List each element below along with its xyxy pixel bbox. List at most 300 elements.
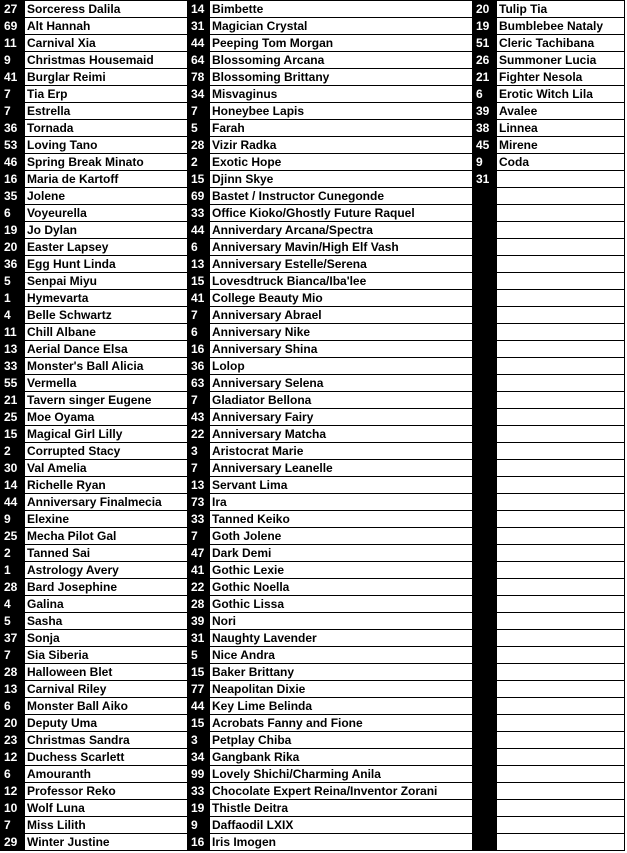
table-row <box>1 120 625 137</box>
name-cell <box>497 834 625 851</box>
count-cell: 15 <box>188 715 210 732</box>
name-cell: Belle Schwartz <box>25 307 188 324</box>
table-row <box>1 239 625 256</box>
name-cell: Tornada <box>25 120 188 137</box>
name-cell: Gladiator Bellona <box>210 392 473 409</box>
count-cell: 19 <box>1 222 25 239</box>
count-cell: 2 <box>1 443 25 460</box>
count-cell: 21 <box>1 392 25 409</box>
name-cell: Dark Demi <box>210 545 473 562</box>
table-row <box>1 256 625 273</box>
count-cell: 16 <box>188 834 210 851</box>
name-cell <box>497 545 625 562</box>
name-cell: Easter Lapsey <box>25 239 188 256</box>
count-cell: 6 <box>1 205 25 222</box>
count-cell: 15 <box>188 273 210 290</box>
name-cell <box>497 749 625 766</box>
count-cell: 41 <box>1 69 25 86</box>
count-cell: 7 <box>1 103 25 120</box>
count-cell <box>473 528 497 545</box>
count-cell <box>473 188 497 205</box>
name-cell: Office Kioko/Ghostly Future Raquel <box>210 205 473 222</box>
name-cell: Cleric Tachibana <box>497 35 625 52</box>
name-cell: Lolop <box>210 358 473 375</box>
count-cell <box>473 545 497 562</box>
count-cell <box>473 273 497 290</box>
name-cell <box>497 715 625 732</box>
name-cell: Vizir Radka <box>210 137 473 154</box>
name-cell: Anniversary Shina <box>210 341 473 358</box>
name-cell: Monster Ball Aiko <box>25 698 188 715</box>
name-cell: Vermella <box>25 375 188 392</box>
count-cell: 34 <box>188 749 210 766</box>
name-cell: Wolf Luna <box>25 800 188 817</box>
name-cell: Egg Hunt Linda <box>25 256 188 273</box>
table-row <box>1 324 625 341</box>
count-cell: 25 <box>1 528 25 545</box>
count-cell: 13 <box>1 681 25 698</box>
name-cell <box>497 256 625 273</box>
table-row <box>1 647 625 664</box>
name-cell: Anniversary Matcha <box>210 426 473 443</box>
count-cell: 5 <box>188 120 210 137</box>
count-cell: 19 <box>473 18 497 35</box>
name-cell: Carnival Riley <box>25 681 188 698</box>
count-cell: 33 <box>1 358 25 375</box>
name-cell: Christmas Housemaid <box>25 52 188 69</box>
count-cell <box>473 630 497 647</box>
count-cell <box>473 375 497 392</box>
name-cell: Anniversary Leanelle <box>210 460 473 477</box>
name-cell <box>497 800 625 817</box>
count-cell: 2 <box>1 545 25 562</box>
count-cell: 69 <box>1 18 25 35</box>
count-cell: 23 <box>1 732 25 749</box>
count-cell: 51 <box>473 35 497 52</box>
name-cell: Senpai Miyu <box>25 273 188 290</box>
name-cell: Baker Brittany <box>210 664 473 681</box>
name-cell: Sonja <box>25 630 188 647</box>
name-cell <box>497 596 625 613</box>
name-cell: Servant Lima <box>210 477 473 494</box>
table-row <box>1 409 625 426</box>
name-cell: Miss Lilith <box>25 817 188 834</box>
table-row <box>1 630 625 647</box>
table-row <box>1 766 625 783</box>
name-cell: Bumblebee Nataly <box>497 18 625 35</box>
count-cell: 7 <box>188 307 210 324</box>
count-cell: 20 <box>1 715 25 732</box>
count-cell <box>473 834 497 851</box>
table-row <box>1 664 625 681</box>
count-cell: 44 <box>188 35 210 52</box>
name-cell: Coda <box>497 154 625 171</box>
count-cell: 14 <box>188 1 210 18</box>
count-cell: 36 <box>188 358 210 375</box>
name-cell: Gothic Lexie <box>210 562 473 579</box>
count-cell <box>473 715 497 732</box>
count-cell: 3 <box>188 732 210 749</box>
name-cell: Magician Crystal <box>210 18 473 35</box>
table-row <box>1 341 625 358</box>
name-cell <box>497 562 625 579</box>
table-row <box>1 834 625 851</box>
name-cell <box>497 307 625 324</box>
count-cell: 12 <box>1 783 25 800</box>
name-cell: Bastet / Instructor Cunegonde <box>210 188 473 205</box>
table-row <box>1 732 625 749</box>
count-cell <box>473 579 497 596</box>
count-cell: 55 <box>1 375 25 392</box>
name-cell: Peeping Tom Morgan <box>210 35 473 52</box>
name-cell: Moe Oyama <box>25 409 188 426</box>
name-cell <box>497 171 625 188</box>
count-cell: 4 <box>1 596 25 613</box>
count-cell: 5 <box>1 273 25 290</box>
count-cell: 30 <box>1 460 25 477</box>
name-cell: Ira <box>210 494 473 511</box>
name-cell: Chocolate Expert Reina/Inventor Zorani <box>210 783 473 800</box>
name-cell: Tanned Sai <box>25 545 188 562</box>
name-cell: Winter Justine <box>25 834 188 851</box>
count-cell: 25 <box>1 409 25 426</box>
table-row <box>1 52 625 69</box>
count-cell <box>473 222 497 239</box>
count-cell: 12 <box>1 749 25 766</box>
count-cell: 22 <box>188 579 210 596</box>
name-cell <box>497 460 625 477</box>
count-cell <box>473 664 497 681</box>
table-row <box>1 154 625 171</box>
table-row <box>1 545 625 562</box>
count-cell: 99 <box>188 766 210 783</box>
table-row <box>1 596 625 613</box>
name-cell: Anniversary Nike <box>210 324 473 341</box>
count-cell: 2 <box>188 154 210 171</box>
count-cell: 7 <box>1 86 25 103</box>
name-cell: Lovesdtruck Bianca/Iba'lee <box>210 273 473 290</box>
name-cell: Astrology Avery <box>25 562 188 579</box>
name-cell: Anniversary Mavin/High Elf Vash <box>210 239 473 256</box>
table-row <box>1 1 625 18</box>
name-cell <box>497 239 625 256</box>
count-cell: 9 <box>473 154 497 171</box>
count-cell: 39 <box>473 103 497 120</box>
count-cell: 6 <box>188 324 210 341</box>
table-row <box>1 817 625 834</box>
count-cell: 33 <box>188 511 210 528</box>
name-cell: Blossoming Brittany <box>210 69 473 86</box>
name-cell: Iris Imogen <box>210 834 473 851</box>
count-cell: 27 <box>1 1 25 18</box>
count-cell: 13 <box>188 477 210 494</box>
table-row <box>1 375 625 392</box>
name-cell: Galina <box>25 596 188 613</box>
count-cell: 19 <box>188 800 210 817</box>
table-row <box>1 35 625 52</box>
name-cell: Gothic Lissa <box>210 596 473 613</box>
name-cell <box>497 664 625 681</box>
table-row <box>1 307 625 324</box>
count-cell: 53 <box>1 137 25 154</box>
name-cell <box>497 579 625 596</box>
name-cell: Maria de Kartoff <box>25 171 188 188</box>
name-cell: Anniversary Estelle/Serena <box>210 256 473 273</box>
count-cell: 38 <box>473 120 497 137</box>
count-cell <box>473 511 497 528</box>
name-cell <box>497 426 625 443</box>
count-cell <box>473 460 497 477</box>
count-cell: 33 <box>188 783 210 800</box>
name-cell: Fighter Nesola <box>497 69 625 86</box>
name-cell: Amouranth <box>25 766 188 783</box>
name-cell: Tanned Keiko <box>210 511 473 528</box>
name-cell <box>497 477 625 494</box>
count-cell <box>473 256 497 273</box>
count-cell <box>473 477 497 494</box>
table-row <box>1 137 625 154</box>
count-cell: 20 <box>473 1 497 18</box>
count-cell: 37 <box>1 630 25 647</box>
name-cell <box>497 630 625 647</box>
table-row <box>1 800 625 817</box>
name-cell: Anniversary Abrael <box>210 307 473 324</box>
count-cell: 39 <box>188 613 210 630</box>
name-cell <box>497 647 625 664</box>
name-cell: Goth Jolene <box>210 528 473 545</box>
count-cell: 34 <box>188 86 210 103</box>
table-row <box>1 715 625 732</box>
count-cell: 22 <box>188 426 210 443</box>
count-cell: 43 <box>188 409 210 426</box>
name-cell: Sia Siberia <box>25 647 188 664</box>
count-cell <box>473 766 497 783</box>
count-cell: 9 <box>188 817 210 834</box>
count-cell <box>473 341 497 358</box>
name-cell: Linnea <box>497 120 625 137</box>
count-cell: 3 <box>188 443 210 460</box>
table-row <box>1 290 625 307</box>
name-cell: Spring Break Minato <box>25 154 188 171</box>
name-cell: Carnival Xia <box>25 35 188 52</box>
count-cell: 1 <box>1 562 25 579</box>
name-cell: Nice Andra <box>210 647 473 664</box>
count-cell <box>473 239 497 256</box>
name-cell <box>497 698 625 715</box>
name-cell: Elexine <box>25 511 188 528</box>
count-cell <box>473 749 497 766</box>
name-cell: Sorceress Dalila <box>25 1 188 18</box>
table-row <box>1 749 625 766</box>
count-cell: 29 <box>1 834 25 851</box>
name-cell: Halloween Blet <box>25 664 188 681</box>
count-cell: 45 <box>473 137 497 154</box>
count-cell <box>473 409 497 426</box>
name-cell: Jo Dylan <box>25 222 188 239</box>
name-cell: Corrupted Stacy <box>25 443 188 460</box>
count-cell: 6 <box>1 766 25 783</box>
name-cell: Aristocrat Marie <box>210 443 473 460</box>
table-row <box>1 273 625 290</box>
table-row <box>1 222 625 239</box>
count-cell: 7 <box>188 103 210 120</box>
name-cell <box>497 273 625 290</box>
name-cell: Honeybee Lapis <box>210 103 473 120</box>
name-cell: Anniversary Selena <box>210 375 473 392</box>
name-cell: Jolene <box>25 188 188 205</box>
count-cell <box>473 596 497 613</box>
name-cell: College Beauty Mio <box>210 290 473 307</box>
name-cell: Neapolitan Dixie <box>210 681 473 698</box>
name-cell: Misvaginus <box>210 86 473 103</box>
count-cell: 31 <box>473 171 497 188</box>
name-cell <box>497 222 625 239</box>
count-cell: 15 <box>188 171 210 188</box>
name-cell <box>497 681 625 698</box>
table-row <box>1 205 625 222</box>
table-row <box>1 103 625 120</box>
name-cell: Thistle Deitra <box>210 800 473 817</box>
count-cell: 16 <box>188 341 210 358</box>
table-row <box>1 579 625 596</box>
count-cell <box>473 817 497 834</box>
table-row <box>1 171 625 188</box>
name-cell <box>497 290 625 307</box>
name-cell <box>497 375 625 392</box>
name-cell <box>497 392 625 409</box>
name-cell: Gangbank Rika <box>210 749 473 766</box>
count-cell: 44 <box>1 494 25 511</box>
count-cell: 35 <box>1 188 25 205</box>
count-cell: 69 <box>188 188 210 205</box>
count-cell: 5 <box>1 613 25 630</box>
count-cell: 47 <box>188 545 210 562</box>
name-cell: Deputy Uma <box>25 715 188 732</box>
count-cell <box>473 562 497 579</box>
count-cell <box>473 443 497 460</box>
name-cell: Petplay Chiba <box>210 732 473 749</box>
count-cell: 5 <box>188 647 210 664</box>
count-cell: 28 <box>188 137 210 154</box>
count-cell <box>473 613 497 630</box>
name-cell: Monster's Ball Alicia <box>25 358 188 375</box>
name-cell: Acrobats Fanny and Fione <box>210 715 473 732</box>
count-cell: 41 <box>188 290 210 307</box>
count-cell <box>473 732 497 749</box>
table-row <box>1 392 625 409</box>
count-cell: 6 <box>188 239 210 256</box>
name-cell: Bard Josephine <box>25 579 188 596</box>
count-cell: 10 <box>1 800 25 817</box>
count-cell: 41 <box>188 562 210 579</box>
count-cell <box>473 800 497 817</box>
count-cell: 63 <box>188 375 210 392</box>
count-cell: 44 <box>188 698 210 715</box>
table-row <box>1 426 625 443</box>
table-row <box>1 528 625 545</box>
name-cell: Daffaodil LXIX <box>210 817 473 834</box>
name-cell: Loving Tano <box>25 137 188 154</box>
name-cell: Tulip Tia <box>497 1 625 18</box>
name-cell: Estrella <box>25 103 188 120</box>
name-cell: Tia Erp <box>25 86 188 103</box>
count-cell: 7 <box>188 528 210 545</box>
count-cell: 73 <box>188 494 210 511</box>
count-cell: 6 <box>1 698 25 715</box>
name-cell: Professor Reko <box>25 783 188 800</box>
table-row <box>1 188 625 205</box>
table-row <box>1 698 625 715</box>
table-row <box>1 613 625 630</box>
table-row <box>1 494 625 511</box>
table-row <box>1 18 625 35</box>
count-cell: 44 <box>188 222 210 239</box>
name-cell: Lovely Shichi/Charming Anila <box>210 766 473 783</box>
count-cell: 31 <box>188 18 210 35</box>
count-cell: 36 <box>1 120 25 137</box>
table-row <box>1 69 625 86</box>
count-cell: 6 <box>473 86 497 103</box>
name-cell: Gothic Noella <box>210 579 473 596</box>
count-cell: 7 <box>1 817 25 834</box>
count-cell: 11 <box>1 324 25 341</box>
table-row <box>1 562 625 579</box>
count-cell: 78 <box>188 69 210 86</box>
count-cell: 15 <box>188 664 210 681</box>
count-cell: 64 <box>188 52 210 69</box>
count-cell <box>473 324 497 341</box>
name-cell <box>497 341 625 358</box>
name-cell: Avalee <box>497 103 625 120</box>
count-cell: 7 <box>1 647 25 664</box>
count-cell: 16 <box>1 171 25 188</box>
count-cell: 11 <box>1 35 25 52</box>
count-cell: 15 <box>1 426 25 443</box>
table-row <box>1 86 625 103</box>
table-row <box>1 783 625 800</box>
count-cell <box>473 681 497 698</box>
name-cell: Key Lime Belinda <box>210 698 473 715</box>
name-cell: Duchess Scarlett <box>25 749 188 766</box>
table-row <box>1 681 625 698</box>
name-cell: Mirene <box>497 137 625 154</box>
name-cell: Mecha Pilot Gal <box>25 528 188 545</box>
table-row <box>1 358 625 375</box>
name-cell: Richelle Ryan <box>25 477 188 494</box>
name-cell <box>497 783 625 800</box>
table-row <box>1 443 625 460</box>
name-cell: Val Amelia <box>25 460 188 477</box>
table-row <box>1 511 625 528</box>
name-cell: Christmas Sandra <box>25 732 188 749</box>
name-cell: Exotic Hope <box>210 154 473 171</box>
name-cell: Erotic Witch Lila <box>497 86 625 103</box>
count-cell: 13 <box>188 256 210 273</box>
name-cell: Chill Albane <box>25 324 188 341</box>
name-cell: Bimbette <box>210 1 473 18</box>
count-cell: 20 <box>1 239 25 256</box>
name-cell <box>497 613 625 630</box>
name-cell: Farah <box>210 120 473 137</box>
table-row <box>1 477 625 494</box>
name-cell: Naughty Lavender <box>210 630 473 647</box>
count-cell: 14 <box>1 477 25 494</box>
name-cell: Blossoming Arcana <box>210 52 473 69</box>
name-cell <box>497 494 625 511</box>
name-cell: Burglar Reimi <box>25 69 188 86</box>
count-cell: 28 <box>1 579 25 596</box>
count-cell: 1 <box>1 290 25 307</box>
